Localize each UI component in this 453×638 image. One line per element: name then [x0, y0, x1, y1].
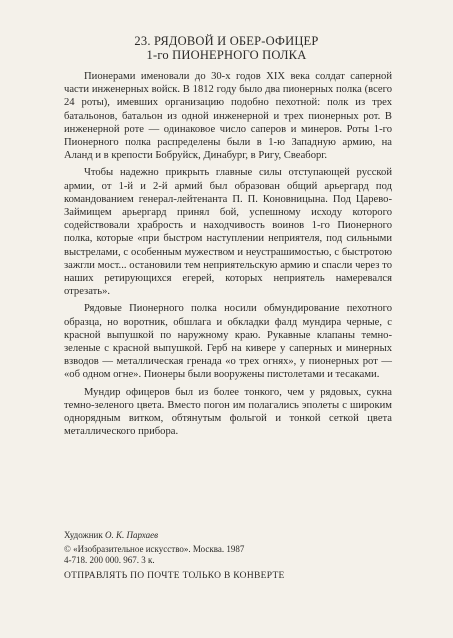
artist-label: Художник: [64, 530, 103, 540]
paragraph: Пионерами именовали до 30-х годов XIX века солдат саперной части инженерных войск. В 1812 году было два пионерных полка (всего 24 роты), имевших организацию подобно пехотной: полк из трех батальонов, батальон из одной инженерной и трех пионерных рот. В инженерной роте — одинаковое число саперов и минеров. Роты 1-го Пионерного полка распределены были в 1-ю Западную армию, на Аланд и в крепости Бобруйск, Динабург, в Ригу, Свеаборг.: [64, 71, 392, 162]
paragraph: Чтобы надежно прикрыть главные силы отступающей русской армии, от 1-й и 2-й армий был образован общий арьергард под командованием генерал-лейтенанта П. П. Коновницына. Под Царево-Займищем арьергард принял бой, успешному исходу которого содействовали храбрость и находчивость воинов 1-го Пионерного полка, которые «при быстром наступлении неприятеля, под сильными выстрелами, с особенным мужеством и неустрашимостью, с быстротою зажгли мост... остановили тем неприятельскую армию и спасли через то наших ретирующихся егерей, которых неприятель намеревался отрезать».: [64, 167, 392, 298]
paragraph: Мундир офицеров был из более тонкого, чем у рядовых, сукна темно-зеленого цвета. Вместо погон им полагались эполеты с широким однорядным витком, обтянутым фольгой и тонкой сеткой цвета металлического прибора.: [64, 386, 392, 438]
credits-block: [64, 530, 404, 566]
title-line-1: 23. РЯДОВОЙ И ОБЕР-ОФИЦЕР: [134, 34, 319, 48]
artist-name: О. К. Пархаев: [104, 530, 159, 540]
mailing-notice: ОТПРАВЛЯТЬ ПО ПОЧТЕ ТОЛЬКО В КОНВЕРТЕ: [64, 571, 285, 581]
copyright-line: © «Изобразительное искусство». Москва. 1987: [64, 544, 245, 554]
paragraph: Рядовые Пионерного полка носили обмундирование пехотного образца, но воротник, обшлага и обкладки фалд мундира черные, с красной выпушкой по наружному краю. Рукавные клапаны темно-зеленые с красной выпушкой. Герб на кивере у саперных и минерных взводов — металлическая гренада «о трех огнях», у пионерных рот — «об одном огне». Пионеры были вооружены пистолетами и тесаками.: [64, 303, 392, 381]
page-title: [0, 34, 453, 62]
artist-credit: [64, 530, 404, 541]
print-code: 4-718. 200 000. 967. 3 к.: [64, 555, 155, 565]
title-line-2: 1-го ПИОНЕРНОГО ПОЛКА: [146, 48, 307, 62]
article-body: [64, 70, 392, 442]
